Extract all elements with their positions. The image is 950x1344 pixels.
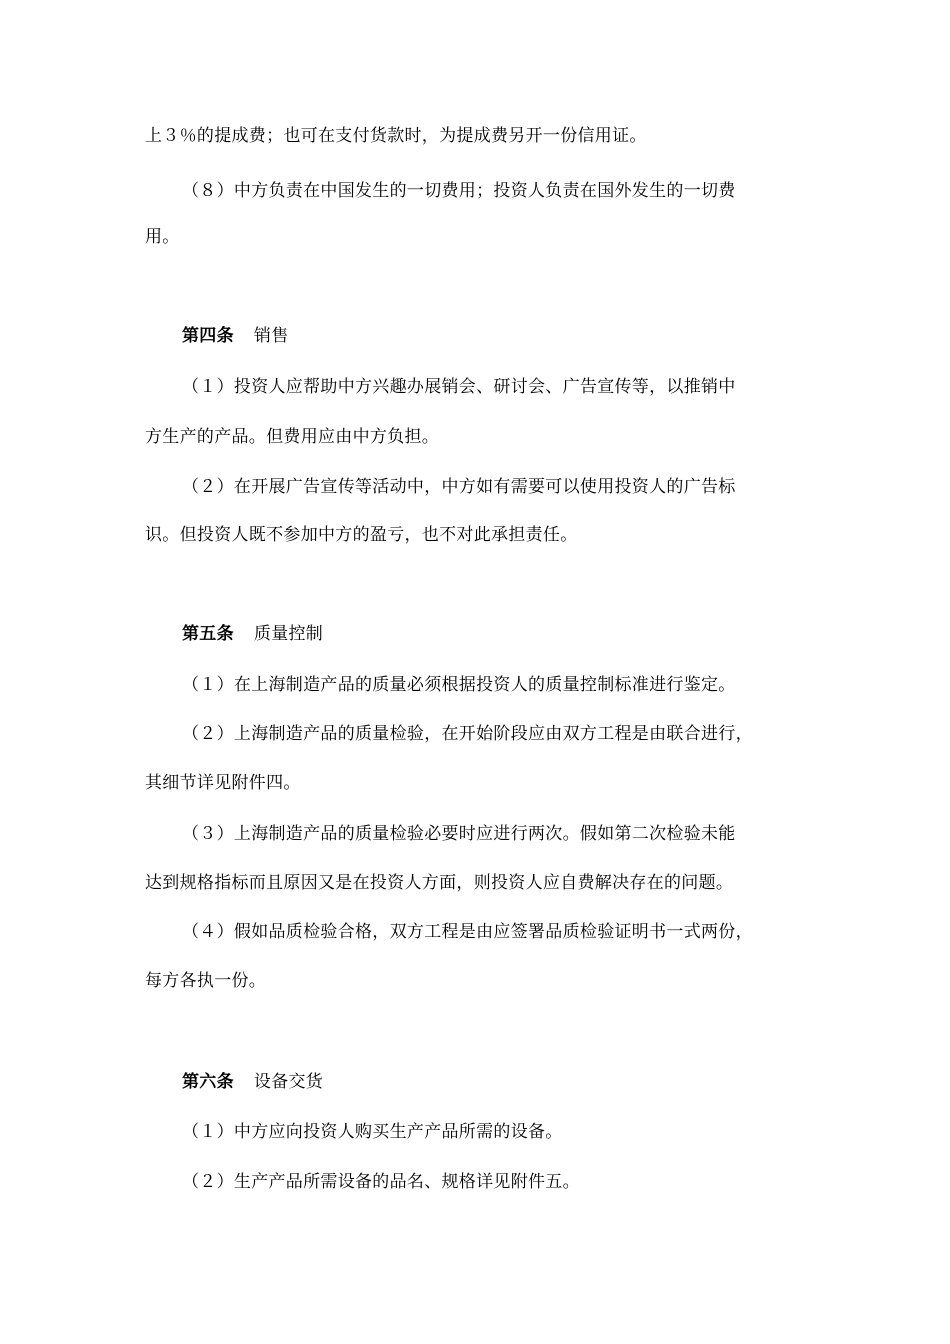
paragraph-line: 上３％的提成费；也可在支付货款时，为提成费另开一份信用证。	[145, 126, 647, 146]
paragraph-line: （３）上海制造产品的质量检验必要时应进行两次。假如第二次检验未能	[182, 824, 736, 844]
paragraph-line: （２）生产产品所需设备的品名、规格详见附件五。	[182, 1172, 580, 1192]
article-heading-5	[182, 622, 822, 646]
article-label: 第四条	[182, 326, 234, 346]
paragraph-line: 每方各执一份。	[145, 971, 267, 991]
article-heading-4	[182, 324, 822, 348]
paragraph-line: 用。	[145, 227, 180, 247]
paragraph-line: 达到规格指标而且原因又是在投资人方面，则投资人应自费解决存在的问题。	[145, 873, 734, 893]
paragraph-line: （１）中方应向投资人购买生产产品所需的设备。	[182, 1122, 563, 1142]
paragraph-line: 方生产的产品。但费用应由中方负担。	[145, 427, 440, 447]
paragraph-line: 其细节详见附件四。	[145, 773, 301, 793]
article-label: 第五条	[182, 624, 234, 644]
article-heading-6	[182, 1070, 822, 1094]
paragraph-line: （１）投资人应帮助中方兴趣办展销会、研讨会、广告宣传等，以推销中	[182, 377, 736, 397]
paragraph-line: （４）假如品质检验合格，双方工程是由应签署品质检验证明书一式两份，	[182, 922, 753, 942]
article-title: 销售	[253, 326, 289, 346]
paragraph-line: 识。但投资人既不参加中方的盈亏，也不对此承担责任。	[145, 525, 578, 545]
paragraph-line: （２）在开展广告宣传等活动中，中方如有需要可以使用投资人的广告标	[182, 477, 736, 497]
article-title: 设备交货	[253, 1072, 324, 1092]
paragraph-line: （１）在上海制造产品的质量必须根据投资人的质量控制标准进行鉴定。	[182, 675, 736, 695]
article-title: 质量控制	[253, 624, 324, 644]
article-label: 第六条	[182, 1072, 234, 1092]
paragraph-line: （８）中方负责在中国发生的一切费用；投资人负责在国外发生的一切费	[182, 181, 736, 201]
paragraph-line: （２）上海制造产品的质量检验，在开始阶段应由双方工程是由联合进行，	[182, 724, 753, 744]
